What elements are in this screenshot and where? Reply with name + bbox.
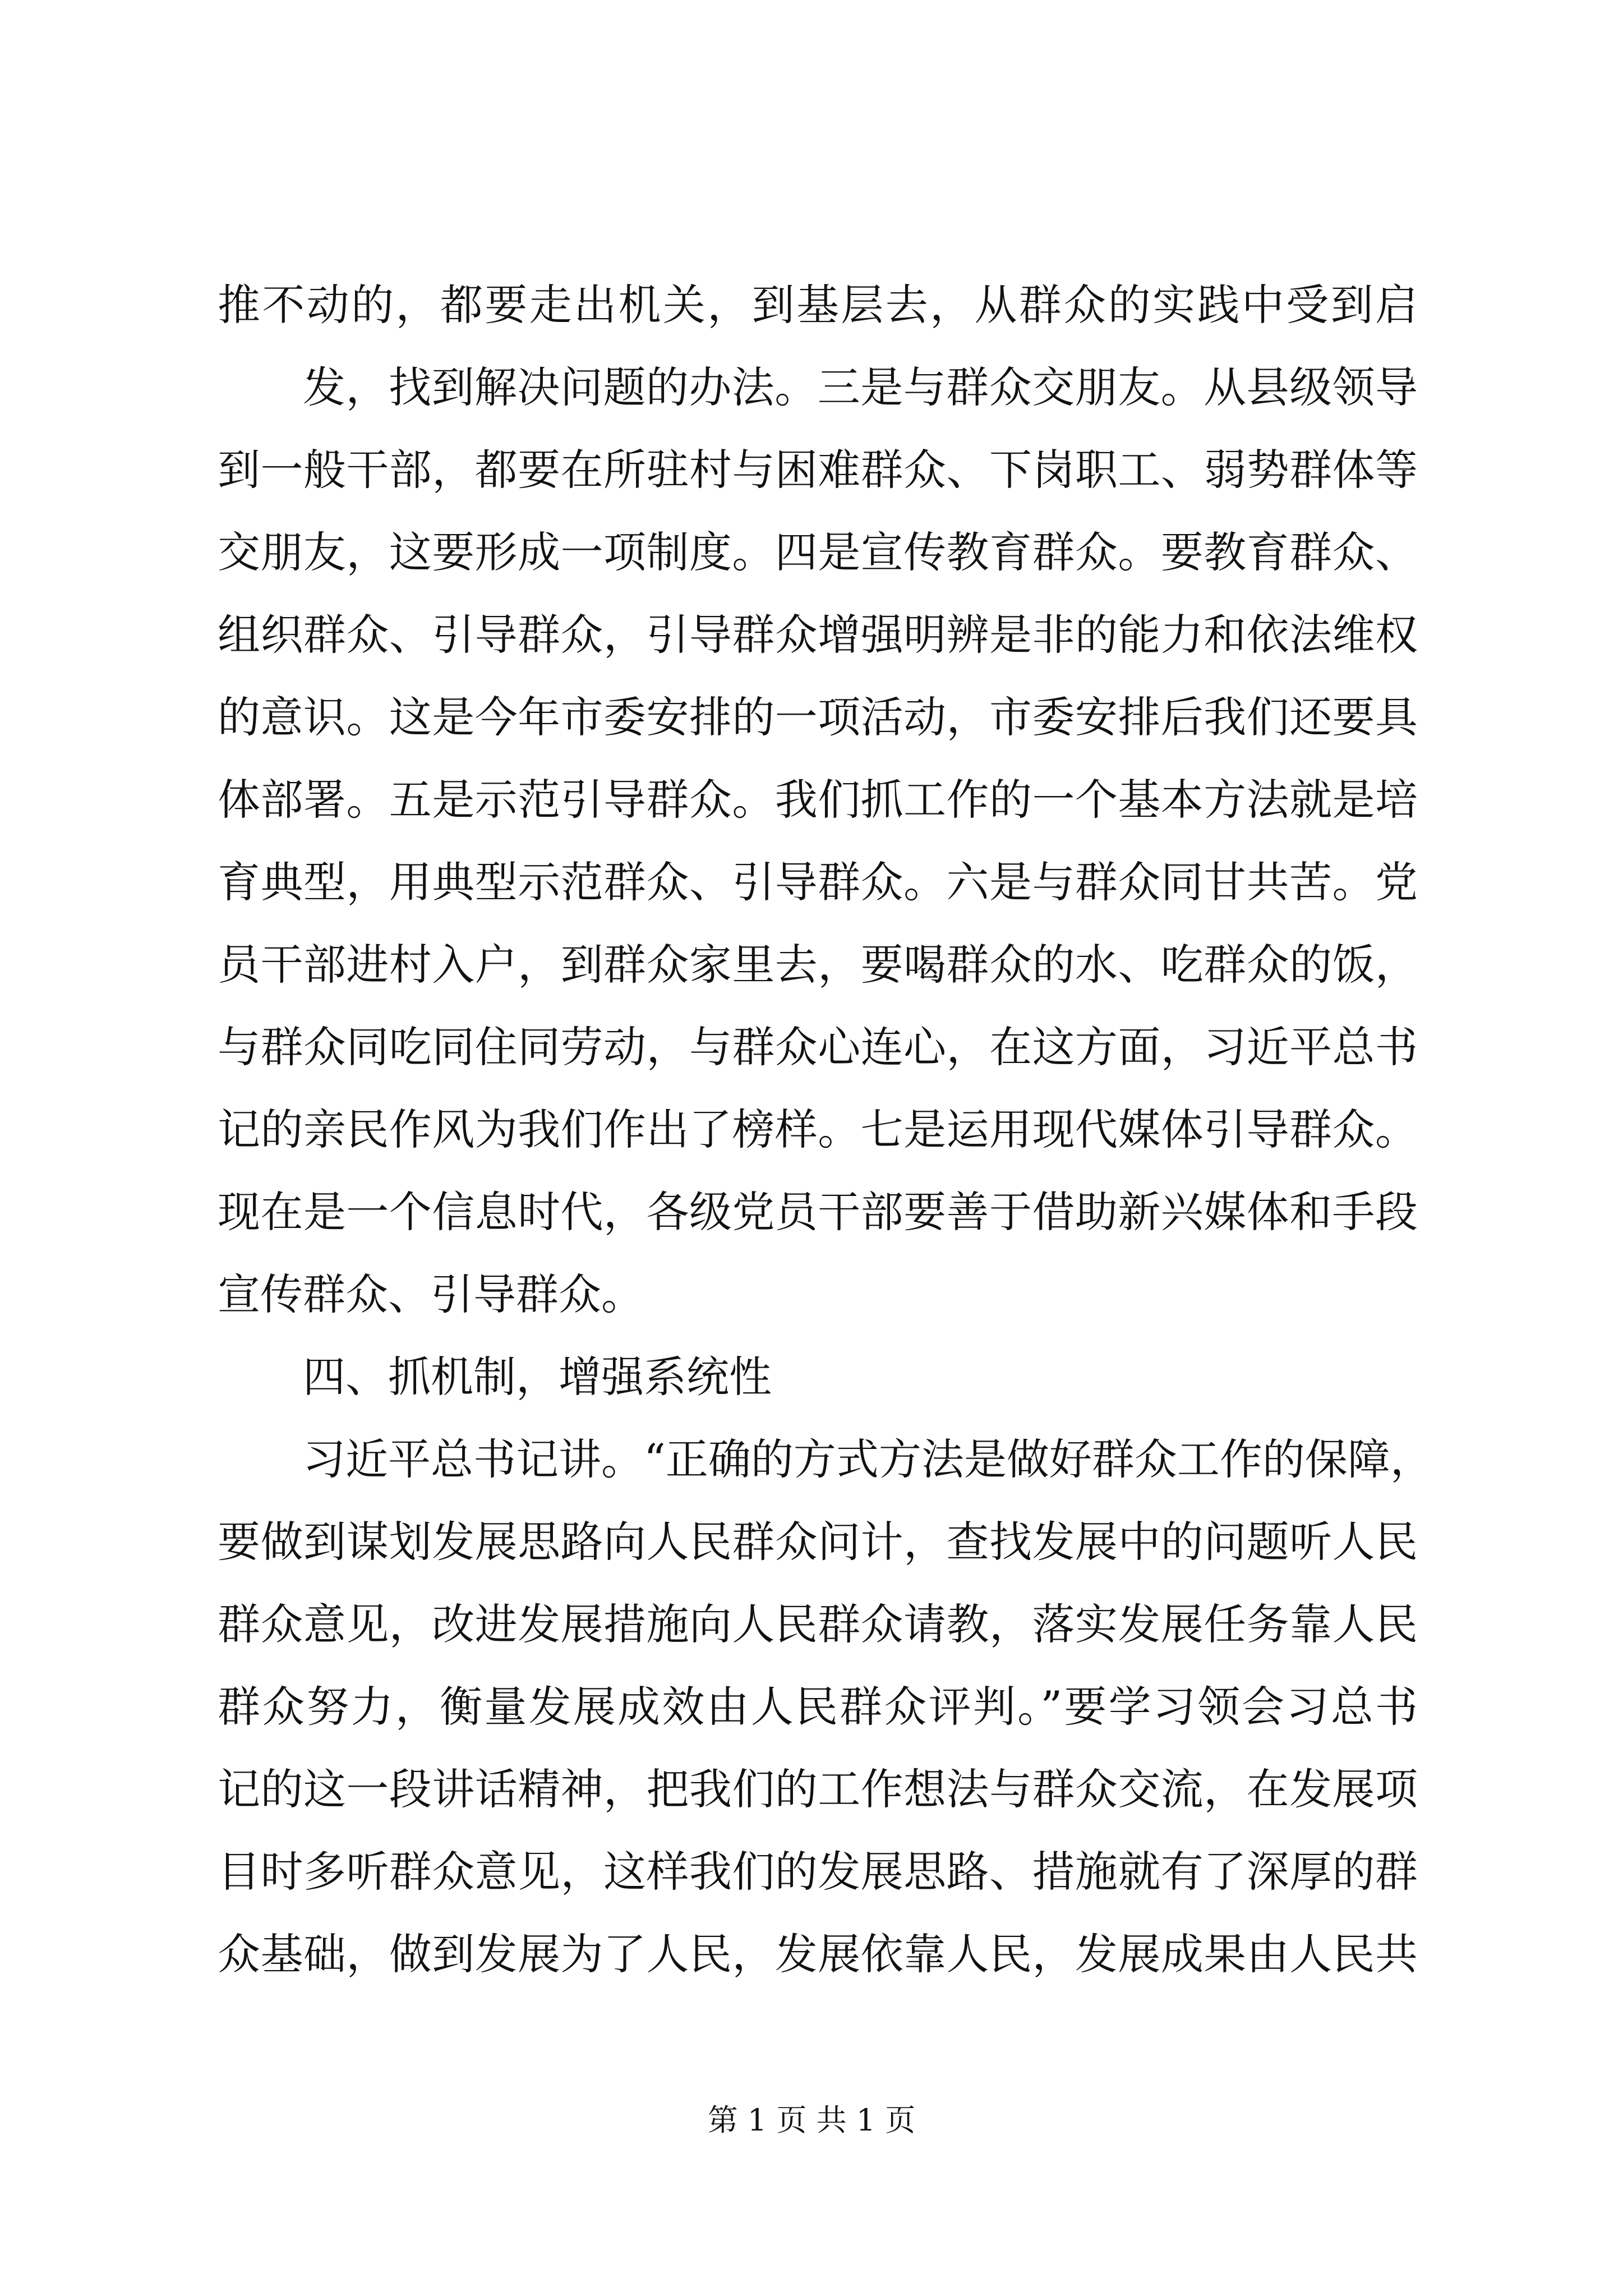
section-heading: 四、抓机制，增强系统性	[303, 1352, 772, 1402]
page-footer: 第 1 页 共 1 页	[707, 2102, 916, 2138]
text-line: 众基础，做到发展为了人民，发展依靠人民，发展成果由人民共	[218, 1929, 1418, 1979]
text-line: 推不动的，都要走出机关，到基层去，从群众的实践中受到启	[218, 280, 1418, 330]
text-line: 到一般干部，都要在所驻村与困难群众、下岗职工、弱势群体等	[218, 445, 1418, 495]
text-line: 育典型，用典型示范群众、引导群众。六是与群众同甘共苦。党	[218, 857, 1418, 907]
text-line: 记的这一段讲话精神，把我们的工作想法与群众交流，在发展项	[218, 1764, 1418, 1814]
text-line: 宣传群众、引导群众。	[218, 1269, 644, 1319]
text-line: 员干部进村入户，到群众家里去，要喝群众的水、吃群众的饭，	[218, 940, 1418, 990]
text-line: 体部署。五是示范引导群众。我们抓工作的一个基本方法就是培	[218, 775, 1418, 825]
text-line: 组织群众、引导群众，引导群众增强明辨是非的能力和依法维权	[218, 610, 1418, 660]
text-line: 的意识。这是今年市委安排的一项活动，市委安排后我们还要具	[218, 692, 1418, 742]
text-line: 习近平总书记讲。“正确的方式方法是做好群众工作的保障，	[303, 1434, 1433, 1484]
text-line: 群众努力，衡量发展成效由人民群众评判。”要学习领会习总书	[218, 1682, 1418, 1732]
text-line: 要做到谋划发展思路向人民群众问计，查找发展中的问题听人民	[218, 1517, 1418, 1567]
text-line: 目时多听群众意见，这样我们的发展思路、措施就有了深厚的群	[218, 1847, 1418, 1897]
text-line: 现在是一个信息时代，各级党员干部要善于借助新兴媒体和手段	[218, 1187, 1418, 1237]
text-line: 发，找到解决问题的办法。三是与群众交朋友。从县级领导	[303, 362, 1418, 412]
text-line: 交朋友，这要形成一项制度。四是宣传教育群众。要教育群众、	[218, 527, 1418, 577]
text-line: 群众意见，改进发展措施向人民群众请教，落实发展任务靠人民	[218, 1599, 1418, 1649]
body-text	[218, 264, 1433, 1995]
text-line: 与群众同吃同住同劳动，与群众心连心，在这方面，习近平总书	[218, 1022, 1418, 1072]
text-line: 记的亲民作风为我们作出了榜样。七是运用现代媒体引导群众。	[218, 1105, 1418, 1154]
